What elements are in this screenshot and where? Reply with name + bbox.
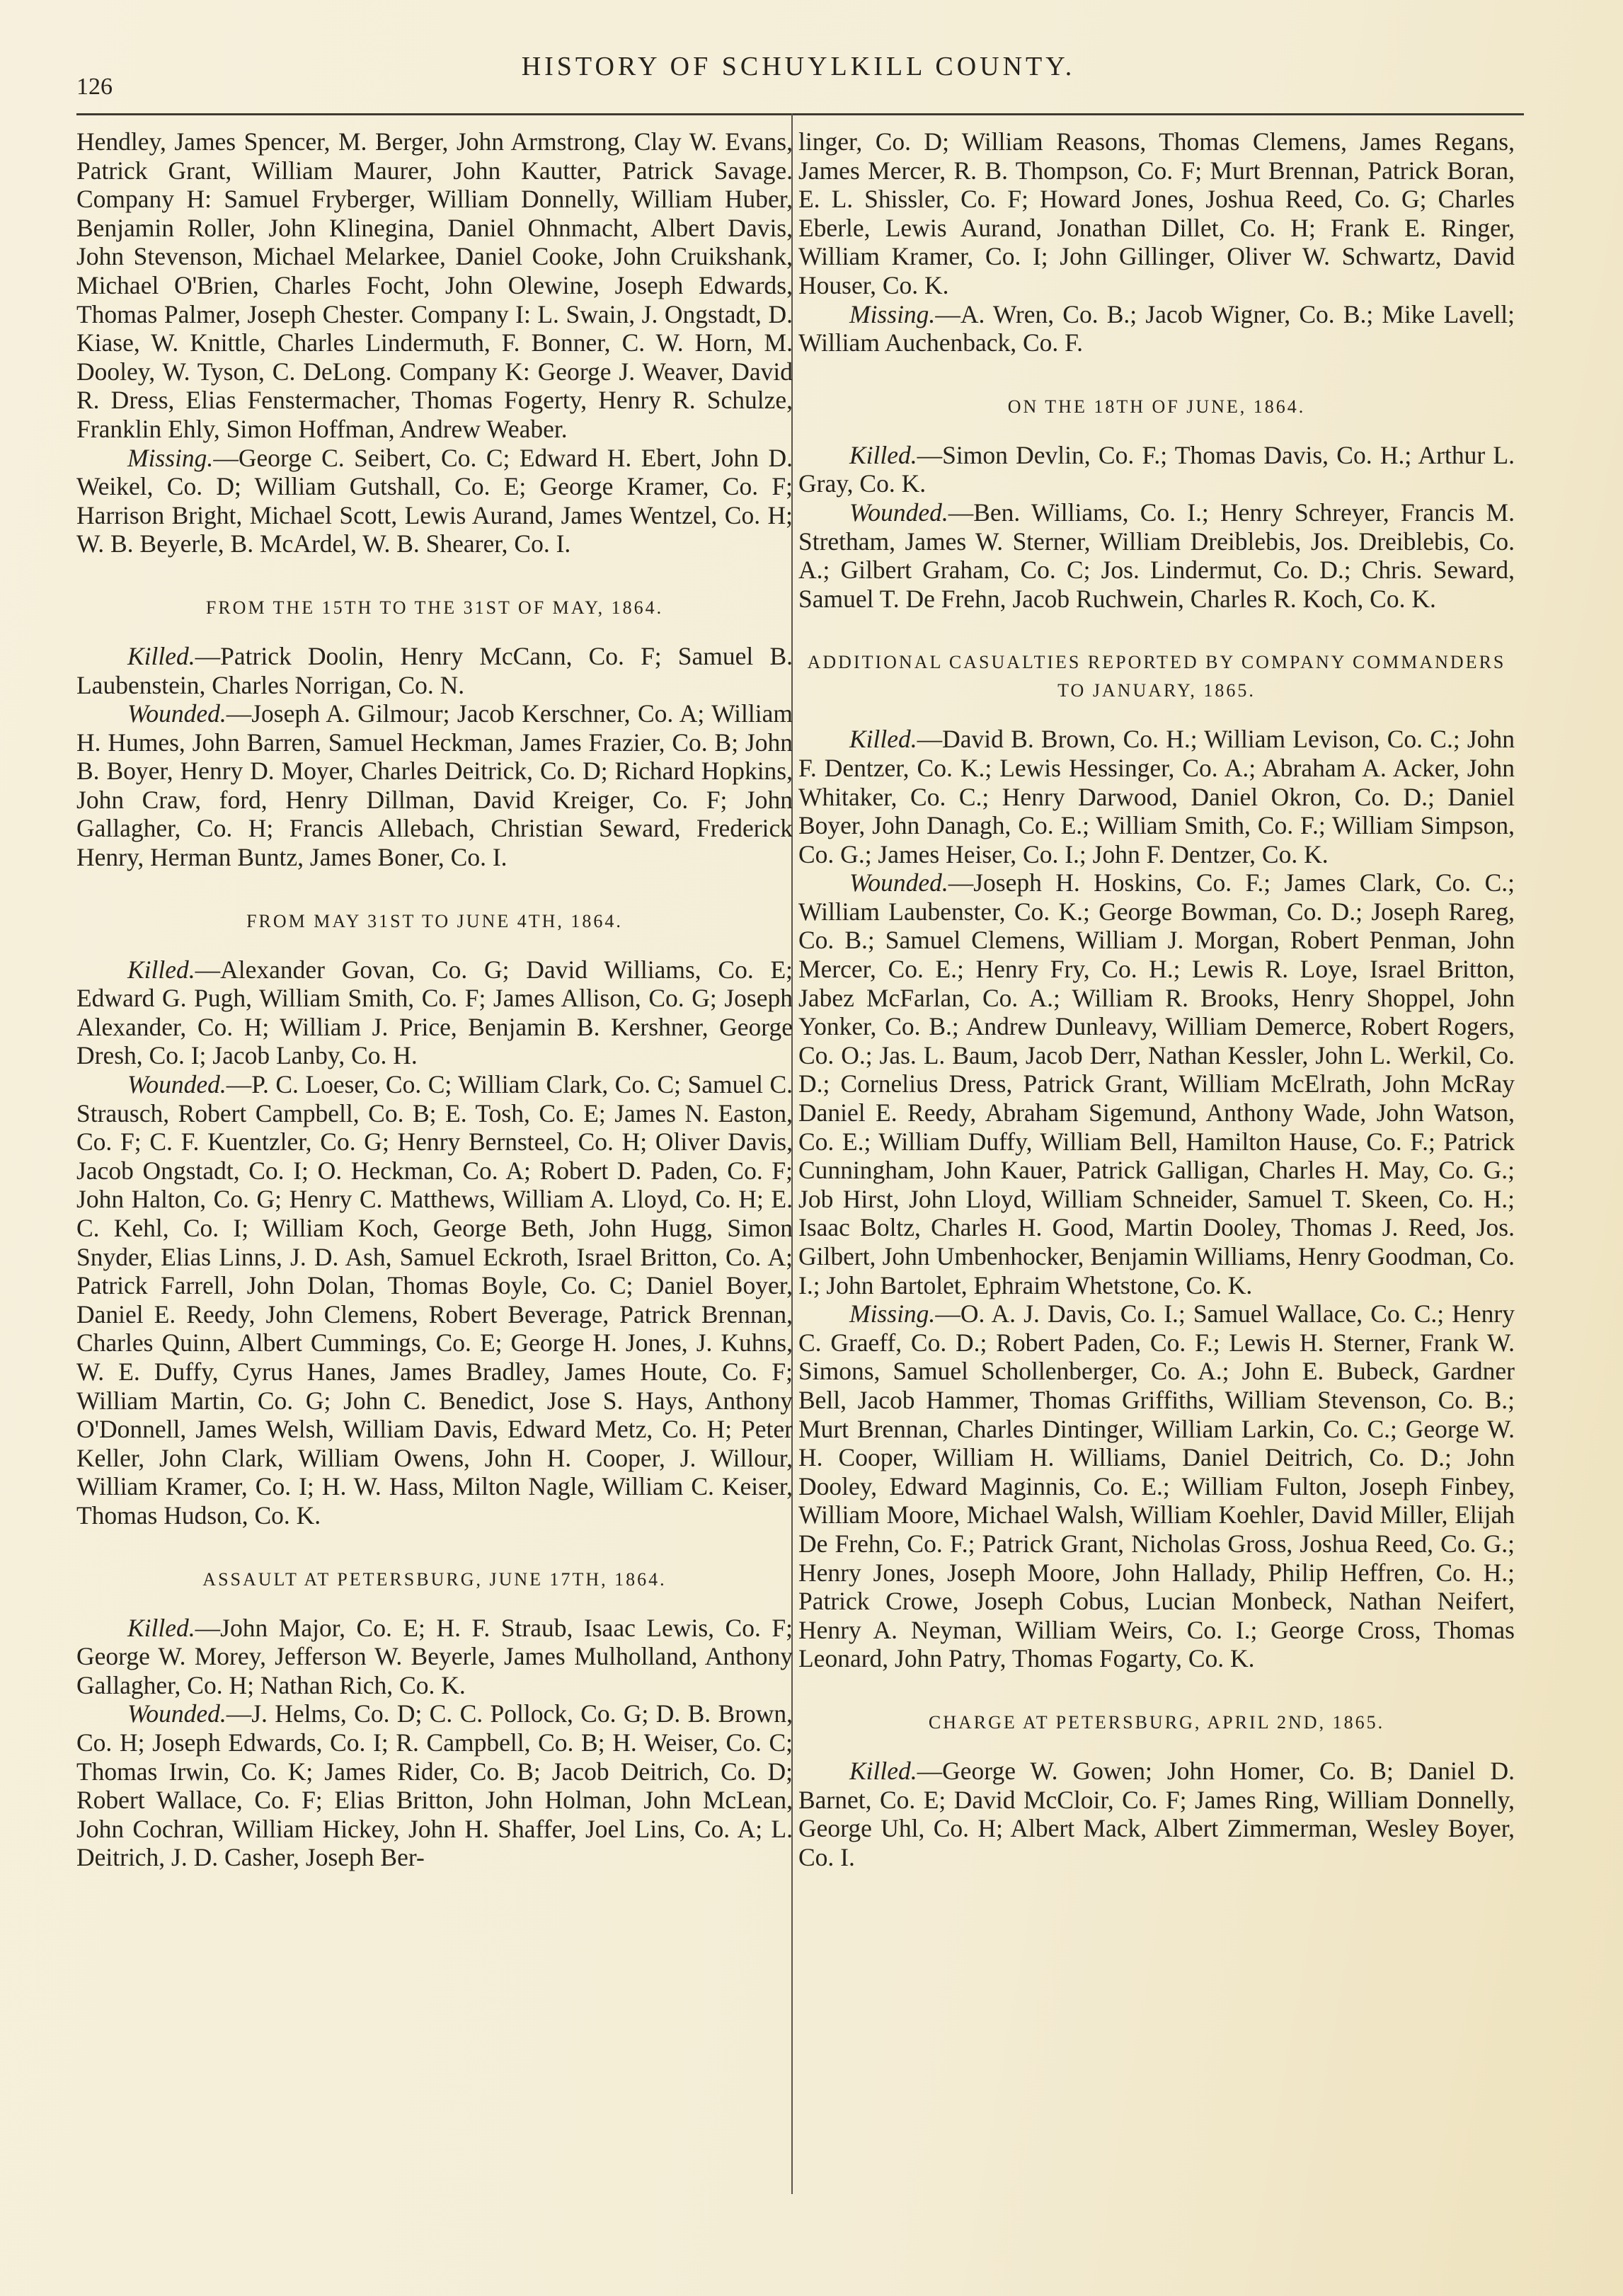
paragraph: linger, Co. D; William Reasons, Thomas Clemens, James Regans, James Mercer, R. B. Thompson, Co. F; Murt Brennan, Patrick Boran, E. L. Shissler, Co. F; Howard Jones, Joshua Reed, Co. G; Charles Eberle, Lewis Aurand, Jonathan Dillet, Co. H; Frank E. Ringer, William Kramer, Co. I; John Gillinger, Oliver W. Schwartz, David Houser, Co. K.	[798, 127, 1515, 299]
casualty-list: —P. C. Loeser, Co. C; William Clark, Co. C; Samuel C. Strausch, Robert Campbell, Co. B; E. Tosh, Co. E; James N. Easton, Co. F; C. F. Kuentzler, Co. G; Henry Bernsteel, Co. H; Oliver Davis, Jacob Ongstadt, Co. I; O. Heckman, Co. A; Robert D. Paden, Co. F; John Halton, Co. G; Henry C. Matthews, William A. Lloyd, Co. H; E. C. Kehl, Co. I; William Koch, George Beth, John Hugg, Simon Snyder, Elias Linns, J. D. Ash, Samuel Eckroth, Israel Britton, Co. A; Patrick Farrell, John Dolan, Thomas Boyle, Co. C; Daniel Boyer, Daniel E. Reedy, John Clemens, Robert Beverage, Patrick Brennan, Charles Quinn, Albert Cummings, Co. E; George H. Jones, J. Kuhns, W. E. Duffy, Cyrus Hanes, James Bradley, James Houte, Co. F; William Martin, Co. G; John C. Benedict, Jose S. Hays, Anthony O'Donnell, James Welsh, William Davis, Edward Metz, Co. H; Peter Keller, John Clark, William Owens, John H. Cooper, J. Willour, William Kramer, Co. I; H. W. Hass, Milton Nagle, William C. Keiser, Thomas Hudson, Co. K.	[76, 1070, 793, 1529]
left-column	[76, 127, 793, 1872]
paragraph	[76, 955, 793, 1070]
paragraph: Hendley, James Spencer, M. Berger, John Armstrong, Clay W. Evans, Patrick Grant, William Maurer, John Kautter, Patrick Savage. Company H: Samuel Fryberger, William Donnelly, William Huber, Benjamin Roller, John Klinegina, Daniel Ohnmacht, Albert Davis, John Stevenson, Michael Melarkee, Daniel Cooke, John Cruikshank, Michael O'Brien, Charles Focht, John Olewine, Joseph Edwards, Thomas Palmer, Joseph Chester. Company I: L. Swain, J. Ongstadt, D. Kiase, W. Knittle, Charles Lindermuth, F. Bonner, C. W. Horn, M. Dooley, W. Tyson, C. DeLong. Company K: George J. Weaver, David R. Dress, Elias Fenstermacher, Thomas Fogerty, Henry R. Schulze, Franklin Ehly, Simon Hoffman, Andrew Weaber.	[76, 127, 793, 443]
page-number: 126	[76, 74, 113, 100]
casualty-list: —Joseph H. Hoskins, Co. F.; James Clark, Co. C.; William Laubenster, Co. K.; George Bowman, Co. D.; Joseph Rareg, Co. B.; Samuel Clemens, William J. Morgan, Robert Penman, John Mercer, Co. E.; Henry Fry, Co. H.; Lewis R. Loye, Israel Britton, Jabez McFarlan, Co. A.; William R. Brooks, Henry Shoppel, John Yonker, Co. B.; Andrew Dunleavy, William Demerce, Robert Rogers, Co. O.; Jas. L. Baum, Jacob Derr, Nathan Kessler, John L. Werkil, Co. D.; Cornelius Dress, Patrick Grant, William McElrath, John McRay Daniel E. Reedy, Abraham Sigemund, Anthony Wade, John Watson, Co. E.; William Duffy, William Bell, Hamilton Hause, Co. F.; Patrick Cunningham, John Kauer, Patrick Galligan, Charles H. May, Co. G.; Job Hirst, John Lloyd, William Schneider, Samuel T. Skeen, Co. H.; Isaac Boltz, Charles H. Good, Martin Dooley, Thomas J. Reed, Jos. Gilbert, John Umbenhocker, Benjamin Williams, Henry Goodman, Co. I.; John Bartolet, Ephraim Whetstone, Co. K.	[798, 868, 1515, 1299]
section-heading: FROM MAY 31ST TO JUNE 4TH, 1864.	[246, 910, 623, 931]
paragraph	[76, 1070, 793, 1530]
casualty-label: Killed.	[849, 1756, 917, 1785]
casualty-label: Missing.	[849, 299, 936, 328]
casualty-label: Killed.	[849, 725, 917, 754]
casualty-list: —George C. Seibert, Co. C; Edward H. Ebert, John D. Weikel, Co. D; William Gutshall, Co. E; George Kramer, Co. F; Harrison Bright, Michael Scott, Lewis Aurand, James Wentzel, Co. H; W. B. Beyerle, B. McArdel, W. B. Shearer, Co. I.	[76, 443, 793, 558]
casualty-list: —J. Helms, Co. D; C. C. Pollock, Co. G; D. B. Brown, Co. H; Joseph Edwards, Co. I; R. Campbell, Co. B; H. Weiser, Co. C; Thomas Irwin, Co. K; James Rider, Co. B; Jacob Deitrich, Co. D; Robert Wallace, Co. F; Elias Britton, John Holman, John McLean, John Cochran, William Hickey, John H. Shaffer, Joel Lins, Co. A; L. Deitrich, J. D. Casher, Joseph Ber-	[76, 1699, 793, 1872]
section-heading: CHARGE AT PETERSBURG, APRIL 2ND, 1865.	[928, 1711, 1385, 1733]
casualty-label: Wounded.	[127, 1070, 226, 1099]
section-heading: FROM THE 15TH TO THE 31ST OF MAY, 1864.	[205, 597, 664, 618]
casualty-list: —Patrick Doolin, Henry McCann, Co. F; Samuel B. Laubenstein, Charles Norrigan, Co. N.	[76, 641, 793, 699]
paragraph	[76, 699, 793, 872]
paragraph	[798, 868, 1515, 1299]
casualty-list: —Simon Devlin, Co. F.; Thomas Davis, Co. H.; Arthur L. Gray, Co. K.	[798, 440, 1515, 498]
casualty-list: —Joseph A. Gilmour; Jacob Kerschner, Co. A; William H. Humes, John Barren, Samuel Heckman, James Frazier, Co. B; John B. Boyer, Henry D. Moyer, Charles Deitrick, Co. D; Richard Hopkins, John Craw, ford, Henry Dillman, David Kreiger, Co. F; John Gallagher, Co. H; Francis Allebach, Christian Seward, Frederick Henry, Herman Buntz, James Boner, Co. I.	[76, 699, 793, 872]
casualty-list: —A. Wren, Co. B.; Jacob Wigner, Co. B.; Mike Lavell; William Auchenback, Co. F.	[798, 299, 1515, 357]
casualty-list: —O. A. J. Davis, Co. I.; Samuel Wallace, Co. C.; Henry C. Graeff, Co. D.; Robert Paden, Co. F.; Lewis H. Sterner, Frank W. Simons, Samuel Schollenberger, Co. A.; John E. Bubeck, Gardner Bell, Jacob Hammer, Thomas Griffiths, William Stevenson, Co. B.; Murt Brennan, Charles Dintinger, William Larkin, Co. C.; George W. H. Cooper, William H. Williams, Daniel Deitrich, Co. D.; John Dooley, Edward Maginnis, Co. E.; William Fulton, Joseph Finbey, William Moore, Michael Walsh, William Koehler, David Miller, Elijah De Frehn, Co. F.; Patrick Grant, Nicholas Gross, Joshua Reed, Co. G.; Henry Jones, Joseph Moore, John Hallady, Philip Heffren, Co. H.; Patrick Crowe, Joseph Cobus, Lucian Monbeck, Nathan Neifert, Henry A. Neyman, William Weirs, Co. I.; George Cross, Thomas Leonard, John Patry, Thomas Fogarty, Co. K.	[798, 1299, 1515, 1673]
running-title: HISTORY OF SCHUYLKILL COUNTY.	[521, 52, 1076, 81]
casualty-list: —Ben. Williams, Co. I.; Henry Schreyer, Francis M. Stretham, James W. Sterner, William Dreiblebis, Jos. Dreiblebis, Co. A.; Gilbert Graham, Co. C; Jos. Lindermut, Co. D.; Chris. Seward, Samuel T. De Frehn, Jacob Ruchwein, Charles R. Koch, Co. K.	[798, 498, 1515, 613]
casualty-list: —Alexander Govan, Co. G; David Williams, Co. E; Edward G. Pugh, William Smith, Co. F; James Allison, Co. G; Joseph Alexander, Co. H; William J. Price, Benjamin B. Kershner, George Dresh, Co. I; Jacob Lanby, Co. H.	[76, 955, 793, 1070]
paragraph	[798, 1757, 1515, 1871]
casualty-label: Missing.	[127, 443, 214, 472]
paragraph	[798, 498, 1515, 613]
casualty-list: —George W. Gowen; John Homer, Co. B; Daniel D. Barnet, Co. E; David McCloir, Co. F; James Ring, William Donnelly, George Uhl, Co. H; Albert Mack, Albert Zimmerman, Wesley Boyer, Co. I.	[798, 1756, 1515, 1871]
casualty-label: Wounded.	[849, 498, 948, 527]
casualty-label: Killed.	[127, 955, 195, 984]
right-column	[798, 127, 1515, 1871]
casualty-label: Wounded.	[127, 1699, 226, 1728]
header-rule	[76, 113, 1524, 115]
casualty-label: Killed.	[127, 641, 195, 670]
casualty-label: Wounded.	[127, 699, 226, 728]
section-heading: ON THE 18TH OF JUNE, 1864.	[1007, 396, 1306, 417]
casualty-list: —David B. Brown, Co. H.; William Levison, Co. C.; John F. Dentzer, Co. K.; Lewis Hessinger, Co. A.; Abraham A. Acker, John Whitaker, Co. C.; Henry Darwood, Daniel Okron, Co. D.; Daniel Boyer, John Danagh, Co. E.; William Smith, Co. F.; William Simpson, Co. G.; James Heiser, Co. I.; John F. Dentzer, Co. K.	[798, 725, 1515, 868]
casualty-label: Killed.	[127, 1613, 195, 1642]
paragraph	[798, 300, 1515, 357]
paragraph	[76, 444, 793, 558]
paragraph	[798, 441, 1515, 498]
paragraph	[76, 642, 793, 699]
paragraph	[76, 1699, 793, 1872]
paragraph	[798, 725, 1515, 868]
casualty-label: Killed.	[849, 440, 917, 469]
casualty-list: —John Major, Co. E; H. F. Straub, Isaac Lewis, Co. F; George W. Morey, Jefferson W. Beyerle, James Mulholland, Anthony Gallagher, Co. H; Nathan Rich, Co. K.	[76, 1613, 793, 1699]
paragraph	[76, 1614, 793, 1700]
section-heading: ASSAULT AT PETERSBURG, JUNE 17TH, 1864.	[202, 1568, 667, 1590]
casualty-label: Wounded.	[849, 868, 948, 897]
section-heading: ADDITIONAL CASUALTIES REPORTED BY COMPANY COMMANDERS TO JANUARY, 1865.	[807, 652, 1506, 701]
paragraph	[798, 1299, 1515, 1673]
casualty-label: Missing.	[849, 1299, 936, 1328]
page-header	[76, 45, 1520, 100]
